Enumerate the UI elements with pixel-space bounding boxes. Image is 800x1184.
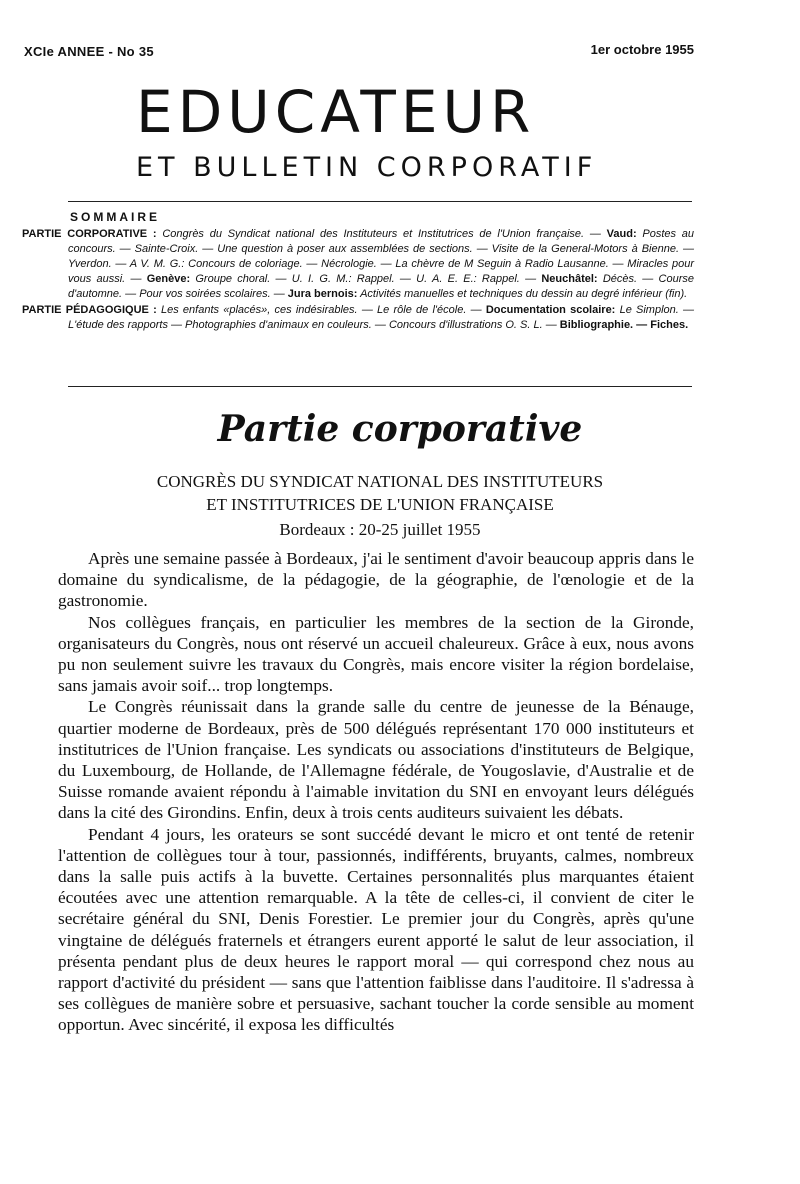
journal-subtitle: ET BULLETIN CORPORATIF [136, 152, 598, 183]
article-paragraph: Après une semaine passée à Bordeaux, j'ai le sentiment d'avoir beaucoup appris dans le domaine du syndicalisme, de la pédagogie, de la géographie, de l'œnologie et de la gastronomie. [58, 549, 694, 611]
summary-pedagogique-text: Les enfants «placés», ces indésirables. — Le rôle de l'école. — Documentation scolaire: Le Simplon. — L'étude des rapports — Photographies d'animaux en couleurs. — Concours d'illustrations O. S. L. — Bibliographie. — Fiches. [68, 304, 695, 331]
article-dateline: Bordeaux : 20-25 juillet 1955 [279, 520, 481, 539]
divider-bottom [68, 386, 692, 387]
article-paragraph: Nos collègues français, en particulier les membres de la section de la Gironde, organisateurs du Congrès, nous ont réservé un accueil chaleureux. Grâce à eux, nous avons pu non seulement suivre les travaux du Congrès, mais encore visiter la région bordelaise, sans jamais avoir soif... trop longtemps. [58, 612, 694, 696]
table-of-contents [22, 210, 694, 334]
divider-top [68, 201, 692, 202]
article-paragraph: Pendant 4 jours, les orateurs se sont succédé devant le micro et ont tenté de retenir l'attention de collègues tour à tour, passionnés, indifférents, bruyants, calmes, nombreux dans la salle puis actifs à la buvette. Certaines personnalités plus marquantes étaient écoutées avec une attention remarquable. A la tête de celles-ci, il convient de citer le secrétaire général du SNI, Denis Forestier. Le premier jour du Congrès, après qu'une vingtaine de délégués fraternels et étrangers eurent apporté le salut de leur association, il présenta pendant plus de deux heures le rapport moral — qui correspond chez nous au rapport d'activité du président — sans que l'attention faiblisse dans l'auditoire. Il s'adressa à ses collègues de manière sobre et persuasive, sachant toucher la corde sensible au moment opportun. Avec sincérité, il exposa les difficultés [58, 824, 694, 1035]
article-title [64, 470, 696, 516]
issue-date: 1er octobre 1955 [590, 42, 694, 57]
article-title-line-2: ET INSTITUTRICES DE L'UNION FRANÇAISE [206, 495, 554, 514]
summary-corporative-label: PARTIE CORPORATIVE : [22, 228, 157, 240]
article-body [58, 548, 694, 1036]
summary-pedagogique-label: PARTIE PÉDAGOGIQUE : [22, 304, 157, 316]
journal-title: EDUCATEUR [136, 78, 536, 146]
article-title-line-1: CONGRÈS DU SYNDICAT NATIONAL DES INSTITUTEURS [156, 472, 604, 491]
summary-title: SOMMAIRE [70, 210, 160, 224]
article-paragraph: Le Congrès réunissait dans la grande salle du centre de jeunesse de la Bénauge, quartier moderne de Bordeaux, près de 500 délégués représentant 170 000 instituteurs et institutrices de l'Union française. Les syndicats ou associations d'instituteurs de Belgique, du Luxembourg, de Hollande, de l'Allemagne fédérale, de Yougoslavie, d'Australie et de Suisse romande avaient répondu à l'aimable invitation du SNI en envoyant leurs délégués dans la cité des Girondins. Enfin, deux à trois cents auditeurs suivaient les débats. [58, 697, 694, 823]
issue-number: XCIe ANNEE - No 35 [24, 44, 154, 59]
section-title: Partie corporative [217, 408, 583, 450]
summary-corporative-text: Congrès du Syndicat national des Instituteurs et Institutrices de l'Union française. — Vaud: Postes au concours. — Sainte-Croix. — Une question à poser aux assemblées de sections. — Visite de la General-Motors à Bienne. — Yverdon. — A V. M. G.: Concours de coloriage. — Nécrologie. — La chèvre de M Seguin à Radio Lausanne. — Miracles pour vous aussi. — Genève: Groupe choral. — U. I. G. M.: Rappel. — U. A. E. E.: Rappel. — Neuchâtel: Décès. — Course d'automne. — Pour vos soirées scolaires. — Jura bernois: Activités manuelles et techniques du dessin au degré inférieur (fin). [68, 228, 695, 300]
summary-pedagogique [22, 303, 694, 333]
summary-corporative [22, 227, 694, 302]
